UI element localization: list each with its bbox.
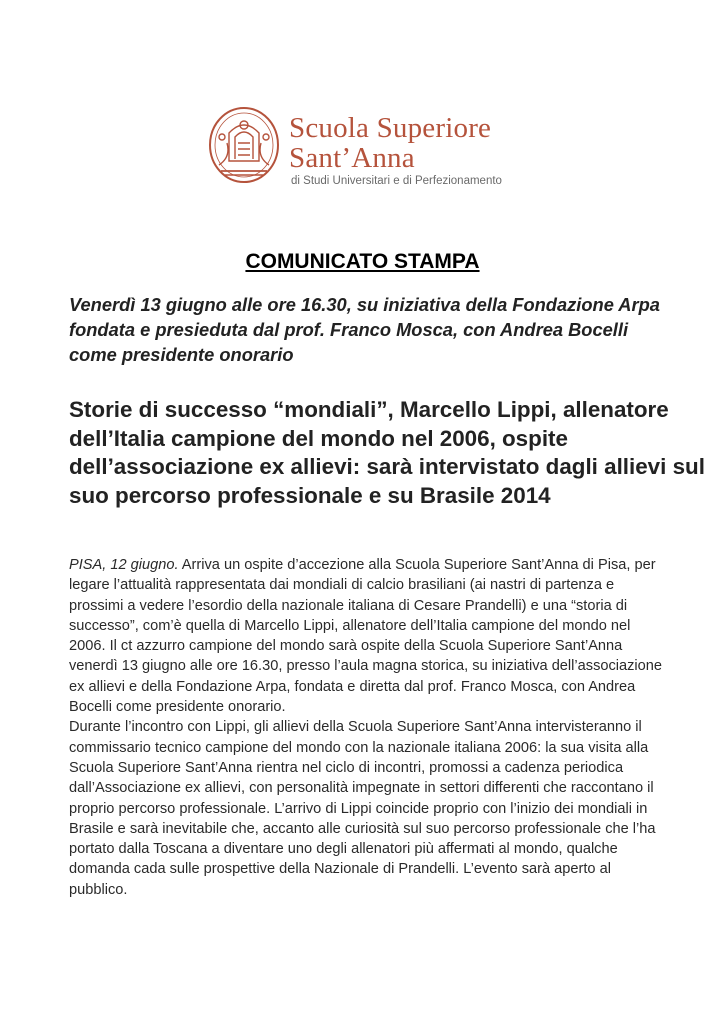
article-body — [69, 555, 669, 900]
institution-name — [289, 113, 491, 173]
institution-name-line2: Sant’Anna — [289, 142, 415, 174]
paragraph-1 — [69, 555, 669, 717]
paragraph-1-text: Arriva un ospite d’accezione alla Scuola Superiore Sant’Anna di Pisa, per legare l’attualità rappresentata dai mondiali di calcio brasiliani (ai nastri di partenza e prossimi a vedere l’esordio della nazionale italiana di Cesare Prandelli) e una “storia di successo”, com’è quella di Marcello Lippi, allenatore dell’Italia campione del mondo nel 2006. Il ct azzurro campione del mondo sarà ospite della Scuola Superiore Sant’Anna venerdì 13 giugno alle ore 16.30, presso l’aula magna storica, su iniziativa dell’associazione ex allievi e della Fondazione Arpa, fondata e diretta dal prof. Franco Mosca, con Andrea Bocelli come presidente onorario. — [69, 557, 663, 716]
article-title: Storie di successo “mondiali”, Marcello Lippi, allenatore dell’Italia campione del mondo nel 2006, ospite dell’associazione ex allievi: sarà intervistato dagli allievi sul suo percorso professionale e su Brasile 2014 — [69, 397, 705, 508]
seal-emblem-icon — [205, 103, 283, 187]
dateline: PISA, 12 giugno. — [69, 557, 179, 573]
paragraph-2: Durante l’incontro con Lippi, gli allievi della Scuola Superiore Sant’Anna intervisteranno il commissario tecnico campione del mondo con la nazionale italiana 2006: la sua visita alla Scuola Superiore Sant’Anna rientra nel ciclo di incontri, promossi a cadenza periodica dall’Associazione ex allievi, con personalità impegnate in settori differenti che raccontano il proprio percorso professionale. L’arrivo di Lippi coincide proprio con l’inizio dei mondiali in Brasile e sarà inevitabile che, accanto alle curiosità sul suo percorso professionale che l’ha portato dalla Toscana a diventare uno degli allenatori più affermati al mondo, qualche domanda cada sulle prospettive della Nazionale di Prandelli. L’evento sarà aperto al pubblico. — [69, 719, 656, 898]
event-subtitle: Venerdì 13 giugno alle ore 16.30, su iniziativa della Fondazione Arpa fondata e presieduta dal prof. Franco Mosca, con Andrea Bocelli come presidente onorario — [69, 294, 660, 365]
institution-name-line1: Scuola Superiore — [289, 112, 492, 144]
press-release-heading: COMUNICATO STAMPA — [245, 250, 480, 273]
institution-subtitle: di Studi Universitari e di Perfezionamento — [291, 175, 502, 187]
institution-logo — [205, 103, 525, 195]
